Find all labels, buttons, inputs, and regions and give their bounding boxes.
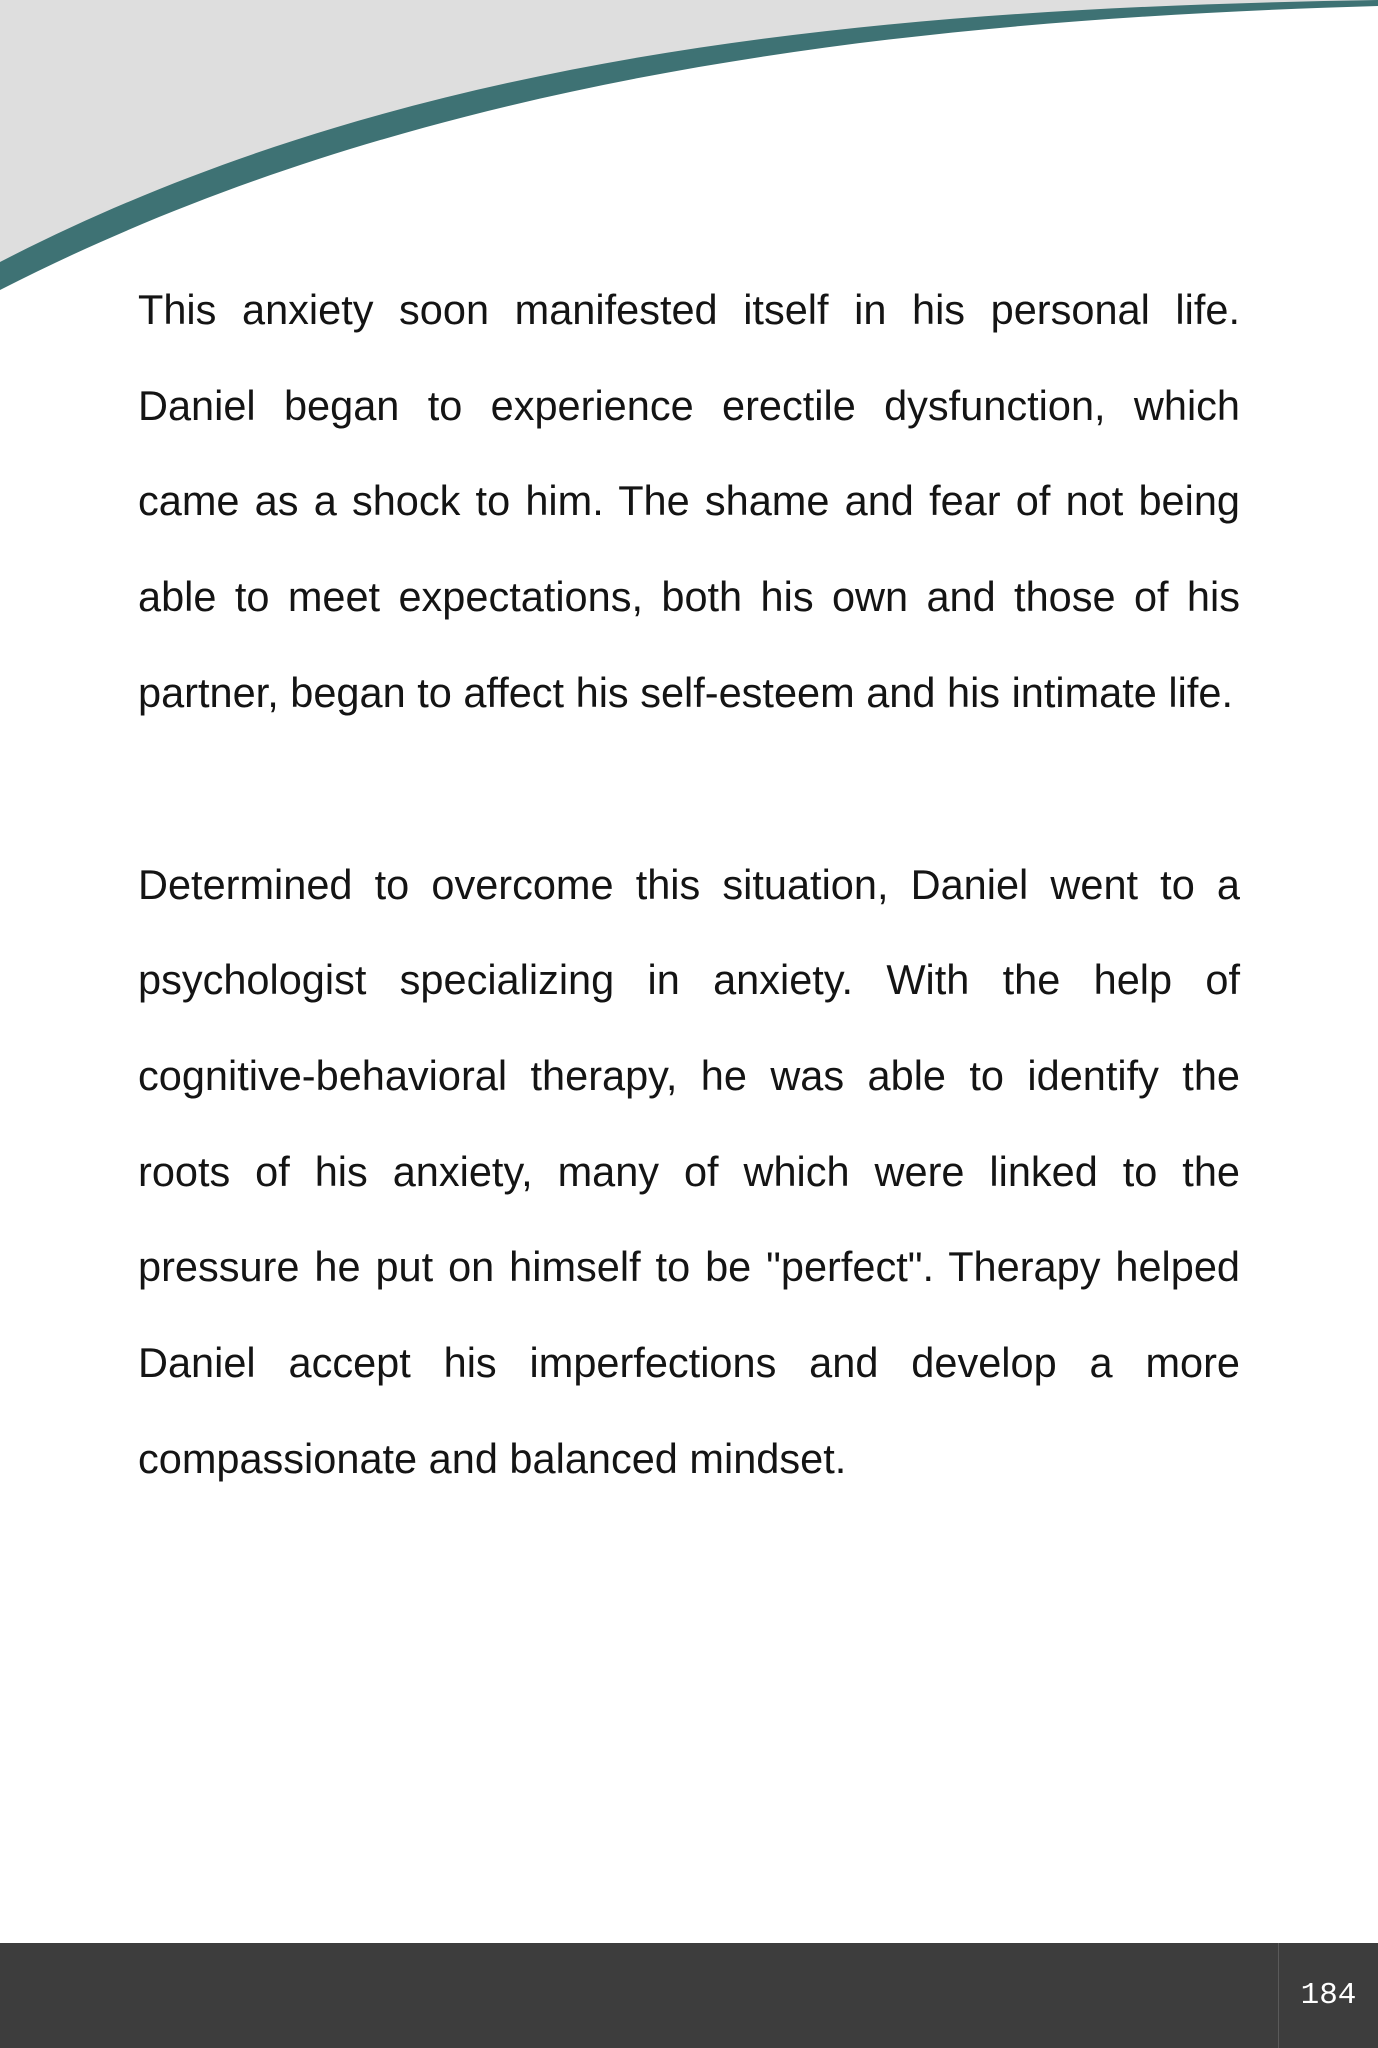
footer-bar: [0, 1943, 1378, 2048]
paragraph-2: Determined to overcome this situation, Daniel went to a psychologist specializing in anxiety. With the help of cognitive-behavioral therapy, he was able to identify the roots of his anxiety, many of which were linked to the pressure he put on himself to be "perfect". Therapy helped Daniel accept his imperfections and develop a more compassionate and balanced mindset.: [138, 860, 1240, 1482]
page-number: 184: [1300, 1978, 1357, 2013]
page-number-box: [1278, 1943, 1378, 2048]
paragraph-1: This anxiety soon manifested itself in his personal life. Daniel began to experience erectile dysfunction, which came as a shock to him. The shame and fear of not being able to meet expectations, both his own and those of his partner, began to affect his self-esteem and his intimate life.: [138, 286, 1240, 716]
header-curve-decoration: [0, 0, 1378, 300]
page-body: [138, 262, 1240, 1506]
